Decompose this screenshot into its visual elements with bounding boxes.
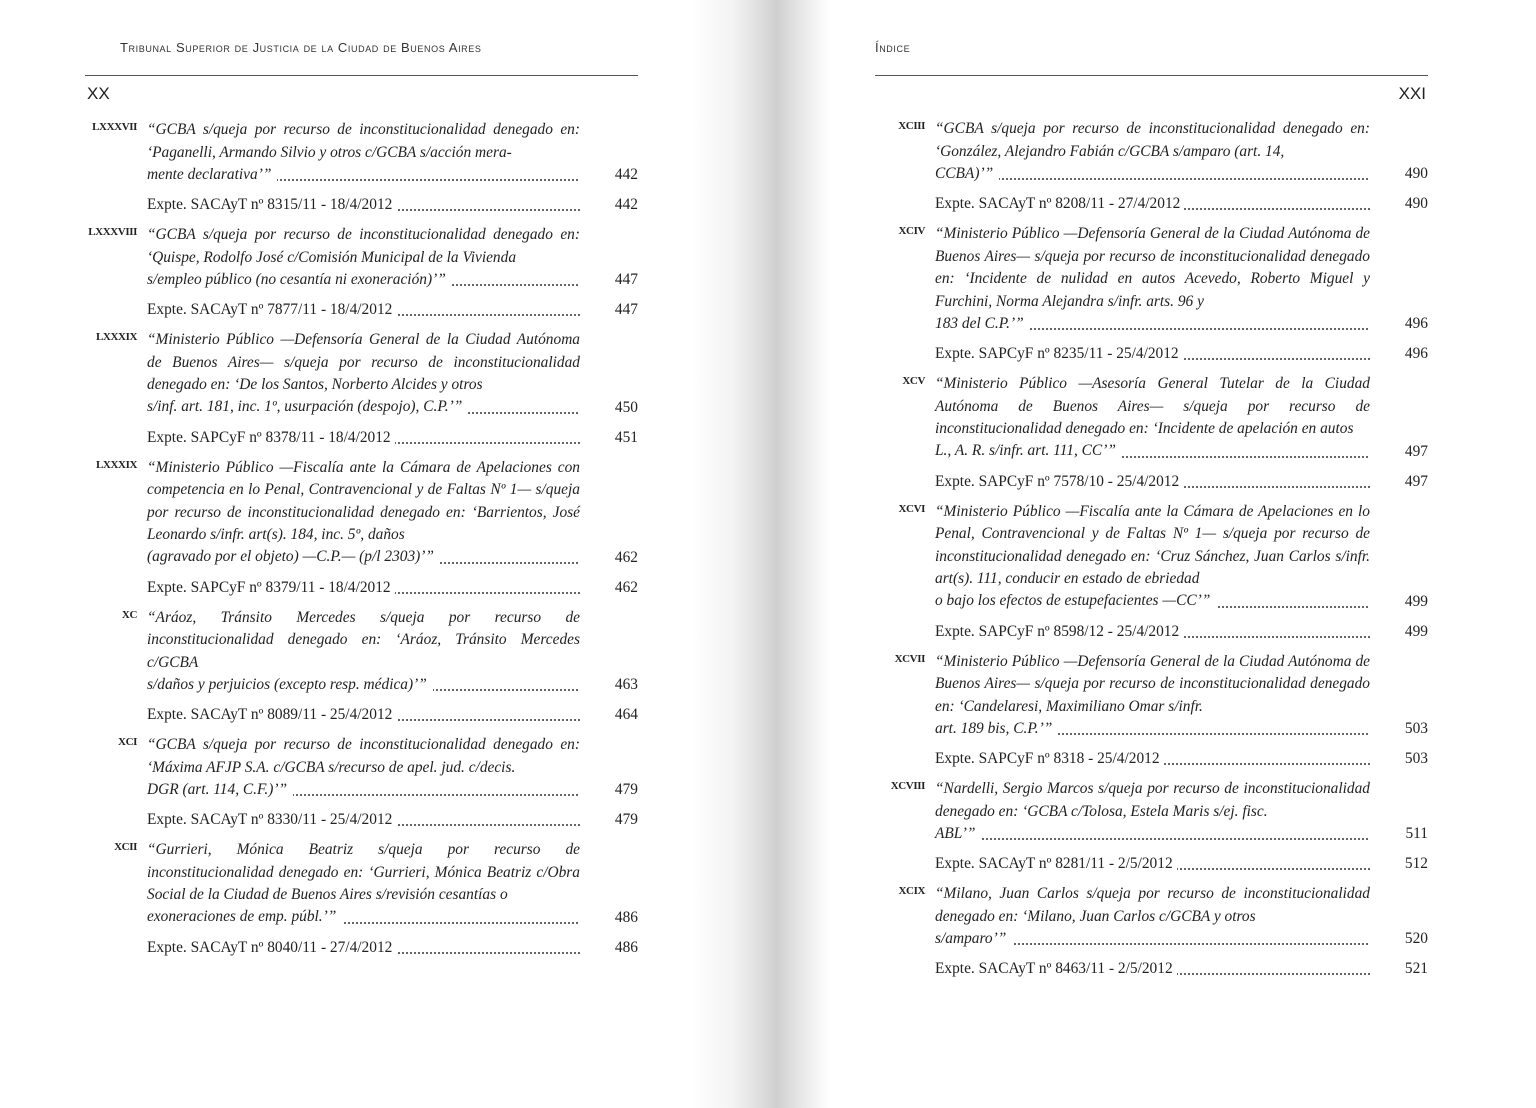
entry-title [147, 224, 638, 291]
index-entry [875, 778, 1428, 875]
entry-title-page: 442 [614, 166, 638, 183]
entry-title-page: 520 [1404, 930, 1428, 947]
entry-title-leader [147, 397, 638, 419]
entry-title-text: “GCBA s/queja por recurso de inconstitucionalidad denegado en: ‘Paganelli, Armando Silvio y otros c/GCBA s/acción mera- [147, 121, 580, 161]
entry-expte-text: Expte. SAPCyF nº 8378/11 - 18/4/2012 [147, 427, 395, 449]
index-entry [875, 118, 1428, 215]
entry-title-tail: DGR (art. 114, C.F.)’” [147, 779, 293, 802]
entry-title-leader [935, 591, 1428, 613]
index-entry [85, 839, 638, 959]
entry-expte-page: 497 [1404, 472, 1428, 490]
entry-title-page: 447 [614, 271, 638, 288]
page-number: XXI [1398, 84, 1426, 103]
entry-title [935, 501, 1428, 613]
entry-title [935, 778, 1428, 845]
entry-title-text: “GCBA s/queja por recurso de inconstitucionalidad denegado en: ‘Máxima AFJP S.A. c/GCBA s/recurso de apel. jud. c/decis. [147, 736, 580, 776]
entry-title-tail: s/inf. art. 181, inc. 1º, usurpación (despojo), C.P.’” [147, 396, 468, 419]
entry-title [147, 329, 638, 419]
entry-expte [935, 851, 1428, 875]
entry-title-leader [935, 313, 1428, 335]
index-entry [85, 329, 638, 449]
entry-expte [147, 935, 638, 959]
entry-numeral: LXXXVII [92, 121, 137, 133]
entry-expte-page: 499 [1404, 622, 1428, 640]
dot-leader [935, 178, 1368, 180]
book-gutter-shadow [690, 0, 830, 1108]
entry-title-tail: art. 189 bis, C.P.’” [935, 718, 1058, 741]
entry-title [935, 373, 1428, 463]
entry-numeral: XCVI [898, 502, 925, 515]
entry-expte-text: Expte. SACAyT nº 8281/11 - 2/5/2012 [935, 853, 1177, 875]
entry-title-text: “GCBA s/queja por recurso de inconstitucionalidad denegado en: ‘González, Alejandro Fabián c/GCBA s/amparo (art. 14, [935, 120, 1370, 160]
entry-expte [935, 746, 1428, 770]
entry-title [147, 457, 638, 569]
entry-title-tail: o bajo los efectos de estupefacientes —CC’” [935, 590, 1216, 613]
entry-title-leader [935, 928, 1428, 950]
entry-title-text: “Ministerio Público —Defensoría General de la Ciudad Autónoma de Buenos Aires— s/queja por recurso de inconstitucionalidad denegado en: ‘De los Santos, Norberto Alcides y otros [147, 331, 580, 393]
entry-title [935, 118, 1428, 185]
left-page [85, 0, 638, 1108]
entry-expte-page: 512 [1404, 855, 1428, 872]
entry-expte-text: Expte. SACAyT nº 8089/11 - 25/4/2012 [147, 704, 396, 726]
entry-title [935, 651, 1428, 741]
header-rule [875, 75, 1428, 76]
entry-title-leader [935, 441, 1428, 463]
entry-numeral: XCIX [898, 885, 925, 897]
header-rule [85, 75, 638, 76]
entry-expte-text: Expte. SAPCyF nº 8235/11 - 25/4/2012 [935, 343, 1183, 365]
entry-expte-text: Expte. SACAyT nº 8315/11 - 18/4/2012 [147, 194, 396, 216]
index-entry [85, 734, 638, 831]
index-entries [85, 119, 638, 967]
index-entry [875, 373, 1428, 493]
entry-title-text: “GCBA s/queja por recurso de inconstitucionalidad denegado en: ‘Quispe, Rodolfo José c/Comisión Municipal de la Vivienda [147, 226, 580, 266]
entry-numeral: LXXXIX [96, 331, 137, 343]
entry-title-leader [147, 269, 638, 291]
entry-title-tail: L., A. R. s/infr. art. 111, CC’” [935, 440, 1122, 463]
entry-title-text: “Gurrieri, Mónica Beatriz s/queja por recurso de inconstitucionalidad denegado en: ‘Gurrieri, Mónica Beatriz c/Obra Social de la Ciudad de Buenos Aires s/revisión cesantías o [147, 841, 580, 903]
entry-title-tail: mente declarativa’” [147, 164, 277, 187]
entry-title [147, 119, 638, 186]
entry-title [147, 607, 638, 697]
entry-title-page: 497 [1404, 442, 1428, 460]
entry-title-leader [147, 779, 638, 801]
entry-title-text: “Ministerio Público —Defensoría General de la Ciudad Autónoma de Buenos Aires— s/queja por recurso de inconstitucionalidad denegado en: ‘Incidente de nulidad en autos Acevedo, Roberto Miguel y Furchini, Norma Alejandra s/infr. arts. 96 y [935, 225, 1370, 310]
entry-expte-page: 462 [614, 578, 638, 596]
entry-title-page: 496 [1404, 315, 1428, 332]
entry-expte-text: Expte. SACAyT nº 7877/11 - 18/4/2012 [147, 299, 396, 321]
entry-expte-text: Expte. SACAyT nº 8330/11 - 25/4/2012 [147, 809, 396, 831]
entry-expte [147, 297, 638, 321]
index-entry [875, 651, 1428, 771]
entry-numeral: XCIV [898, 225, 925, 237]
entry-numeral: XCVIII [890, 780, 925, 792]
entry-expte-page: 486 [614, 938, 638, 956]
entry-title-page: 499 [1404, 592, 1428, 610]
entry-title-page: 486 [614, 908, 638, 926]
entry-expte-page: 451 [614, 428, 638, 446]
index-entry [875, 501, 1428, 643]
entry-expte [935, 341, 1428, 365]
entry-title-leader [935, 823, 1428, 845]
entry-numeral: XCIII [898, 120, 925, 132]
entry-title-leader [147, 674, 638, 696]
entry-title-page: 511 [1405, 825, 1428, 842]
entry-numeral: XCI [118, 736, 137, 748]
entry-expte [935, 619, 1428, 643]
entry-title-text: “Aráoz, Tránsito Mercedes s/queja por recurso de inconstitucionalidad denegado en: ‘Aráoz, Tránsito Mercedes c/GCBA [147, 608, 580, 671]
entry-expte-text: Expte. SAPCyF nº 8379/11 - 18/4/2012 [147, 577, 395, 599]
entry-title-leader [147, 547, 638, 569]
entry-expte [147, 807, 638, 831]
entry-numeral: LXXXIX [96, 458, 137, 471]
entry-expte [147, 702, 638, 726]
entry-title-page: 503 [1404, 720, 1428, 737]
index-entry [85, 224, 638, 321]
entry-numeral: XCVII [894, 652, 925, 665]
entry-expte [935, 956, 1428, 980]
running-head: Tribunal Superior de Justicia de la Ciudad de Buenos Aires [120, 40, 482, 55]
entry-numeral: LXXXVIII [88, 226, 137, 238]
entry-numeral: XCII [114, 841, 137, 853]
entry-expte-text: Expte. SAPCyF nº 8318 - 25/4/2012 [935, 748, 1164, 770]
entry-title-tail: ABL’” [935, 823, 981, 846]
entry-expte-text: Expte. SACAyT nº 8208/11 - 27/4/2012 [935, 193, 1184, 215]
entry-title-page: 479 [614, 781, 638, 798]
entry-title [147, 734, 638, 801]
index-entry [85, 119, 638, 216]
entry-title-text: “Milano, Juan Carlos s/queja por recurso de inconstitucionalidad denegado en: ‘Milano, Juan Carlos c/GCBA y otros [935, 885, 1370, 925]
entry-expte-text: Expte. SACAyT nº 8463/11 - 2/5/2012 [935, 958, 1177, 980]
entry-title-text: “Ministerio Público —Asesoría General Tutelar de la Ciudad Autónoma de Buenos Aires— s/queja por recurso de inconstitucionalidad denegado en: ‘Incidente de apelación en autos [935, 375, 1370, 437]
entry-expte-page: 464 [614, 706, 638, 723]
index-entry [85, 457, 638, 599]
entry-title-text: “Ministerio Público —Fiscalía ante la Cámara de Apelaciones con competencia en lo Penal, Contravencional y de Faltas Nº 1— s/queja por recurso de inconstitucionalidad denegado en: ‘Barrientos, José Leonardo s/infr. art(s). 184, inc. 5º, daños [147, 458, 580, 543]
index-entries [875, 118, 1428, 988]
entry-title [935, 883, 1428, 950]
entry-expte-page: 521 [1404, 960, 1428, 977]
entry-title-tail: s/empleo público (no cesantía ni exoneración)’” [147, 269, 452, 292]
entry-expte-page: 490 [1404, 195, 1428, 212]
entry-title-text: “Ministerio Público —Defensoría General de la Ciudad Autónoma de Buenos Aires— s/queja por recurso de inconstitucionalidad denegado en: ‘Candelaresi, Maximiliano Omar s/infr. [935, 652, 1370, 715]
entry-title-tail: 183 del C.P.’” [935, 313, 1030, 336]
entry-expte-page: 479 [614, 811, 638, 828]
entry-numeral: XC [121, 608, 137, 621]
entry-numeral: XCV [902, 375, 925, 387]
entry-title [147, 839, 638, 929]
entry-expte [147, 425, 638, 449]
entry-expte-page: 442 [614, 196, 638, 213]
entry-title-page: 463 [614, 676, 638, 693]
entry-title-tail: s/daños y perjuicios (excepto resp. médica)’” [147, 674, 433, 697]
entry-title-leader [147, 164, 638, 186]
entry-title-page: 490 [1404, 165, 1428, 182]
entry-title-leader [935, 718, 1428, 740]
page-number: XX [87, 84, 110, 103]
entry-title-tail: s/amparo’” [935, 928, 1012, 951]
entry-title [935, 223, 1428, 335]
entry-title-page: 462 [614, 548, 638, 566]
right-page [875, 0, 1428, 1108]
entry-expte [147, 575, 638, 599]
entry-title-tail: CCBA)’” [935, 163, 999, 186]
running-head: Índice [875, 40, 911, 55]
entry-expte-page: 447 [614, 301, 638, 318]
entry-expte [935, 191, 1428, 215]
dot-leader [935, 838, 1368, 840]
entry-title-tail: exoneraciones de emp. públ.’” [147, 906, 342, 929]
entry-expte-text: Expte. SAPCyF nº 7578/10 - 25/4/2012 [935, 471, 1183, 493]
entry-title-text: “Ministerio Público —Fiscalía ante la Cámara de Apelaciones en lo Penal, Contravencional y de Faltas Nº 1— s/queja por recurso de inconstitucionalidad denegado en: ‘Cruz Sánchez, Juan Carlos s/infr. art(s). 111, conducir en estado de ebriedad [935, 502, 1370, 587]
entry-expte-text: Expte. SAPCyF nº 8598/12 - 25/4/2012 [935, 621, 1183, 643]
index-entry [875, 223, 1428, 365]
entry-expte [935, 469, 1428, 493]
entry-expte-text: Expte. SACAyT nº 8040/11 - 27/4/2012 [147, 937, 396, 959]
entry-expte-page: 496 [1404, 345, 1428, 362]
entry-expte [147, 192, 638, 216]
index-entry [875, 883, 1428, 980]
entry-title-text: “Nardelli, Sergio Marcos s/queja por recurso de inconstitucionalidad denegado en: ‘GCBA c/Tolosa, Estela Maris s/ej. fisc. [935, 780, 1370, 820]
entry-title-tail: (agravado por el objeto) —C.P.— (p/l 2303)’” [147, 546, 440, 569]
entry-expte-page: 503 [1404, 750, 1428, 767]
entry-title-page: 450 [614, 398, 638, 416]
entry-title-leader [147, 907, 638, 929]
entry-title-leader [935, 163, 1428, 185]
index-entry [85, 607, 638, 727]
